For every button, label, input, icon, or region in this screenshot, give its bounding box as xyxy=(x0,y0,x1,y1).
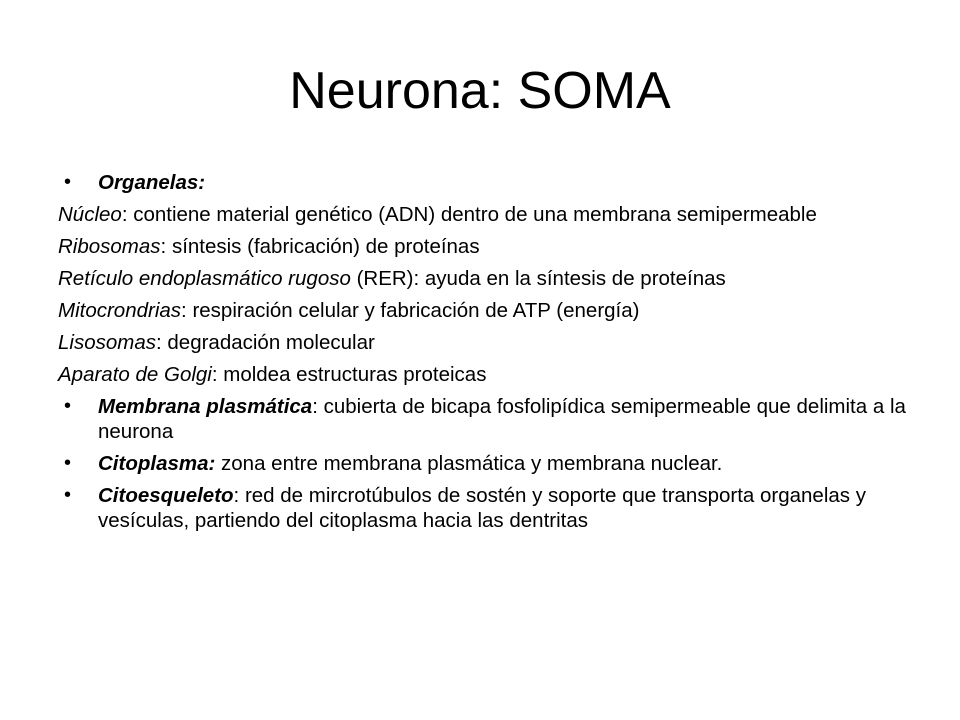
organelle-term: Lisosomas xyxy=(58,331,156,354)
bullet-organelles xyxy=(58,170,918,195)
organelle-line-lisosomas xyxy=(58,330,918,355)
organelle-line-ribosomas xyxy=(58,234,918,259)
bullet-citoplasma xyxy=(58,451,918,476)
bullet-description: : cubierta de bicapa fosfolipídica semipermeable que delimita a la neurona xyxy=(98,395,906,443)
bullet-term: Citoesqueleto xyxy=(98,484,234,507)
organelle-description: : respiración celular y fabricación de ATP (energía) xyxy=(181,299,640,322)
bullet-citoesqueleto xyxy=(58,483,918,533)
organelle-line-mitocondrias xyxy=(58,298,918,323)
organelle-term: Aparato de Golgi xyxy=(58,363,212,386)
slide-title: Neurona: SOMA xyxy=(289,62,671,120)
bullet-term: Citoplasma: xyxy=(98,452,216,475)
bullet-glyph: • xyxy=(64,452,72,474)
organelle-term: Mitocrondrias xyxy=(58,299,182,322)
slide-body xyxy=(58,170,918,540)
bullet-term: Membrana plasmática xyxy=(98,395,313,418)
bullet-glyph: • xyxy=(64,484,72,506)
bullet-glyph: • xyxy=(64,171,72,193)
organelle-term: Núcleo xyxy=(58,203,122,226)
organelle-description: (RER): ayuda en la síntesis de proteínas xyxy=(350,267,726,290)
organelle-term: Retículo endoplasmático rugoso xyxy=(58,267,351,290)
organelle-term: Ribosomas xyxy=(58,235,161,258)
organelle-line-golgi xyxy=(58,362,918,387)
bullet-glyph: • xyxy=(64,395,72,417)
organelle-description: : contiene material genético (ADN) dentro de una membrana semipermeable xyxy=(121,203,817,226)
organelle-description: : moldea estructuras proteicas xyxy=(211,363,487,386)
bullet-membrana xyxy=(58,394,918,444)
organelle-line-nucleo xyxy=(58,202,918,227)
organelle-description: : degradación molecular xyxy=(156,331,375,354)
organelle-description: : síntesis (fabricación) de proteínas xyxy=(160,235,480,258)
organelle-line-reticulo xyxy=(58,266,918,291)
bullet-description: : red de mircrotúbulos de sostén y soporte que transporta organelas y vesículas, partiendo del citoplasma hacia las dentritas xyxy=(98,484,866,532)
bullet-description: zona entre membrana plasmática y membrana nuclear. xyxy=(215,452,723,475)
organelles-heading: Organelas: xyxy=(98,171,206,194)
